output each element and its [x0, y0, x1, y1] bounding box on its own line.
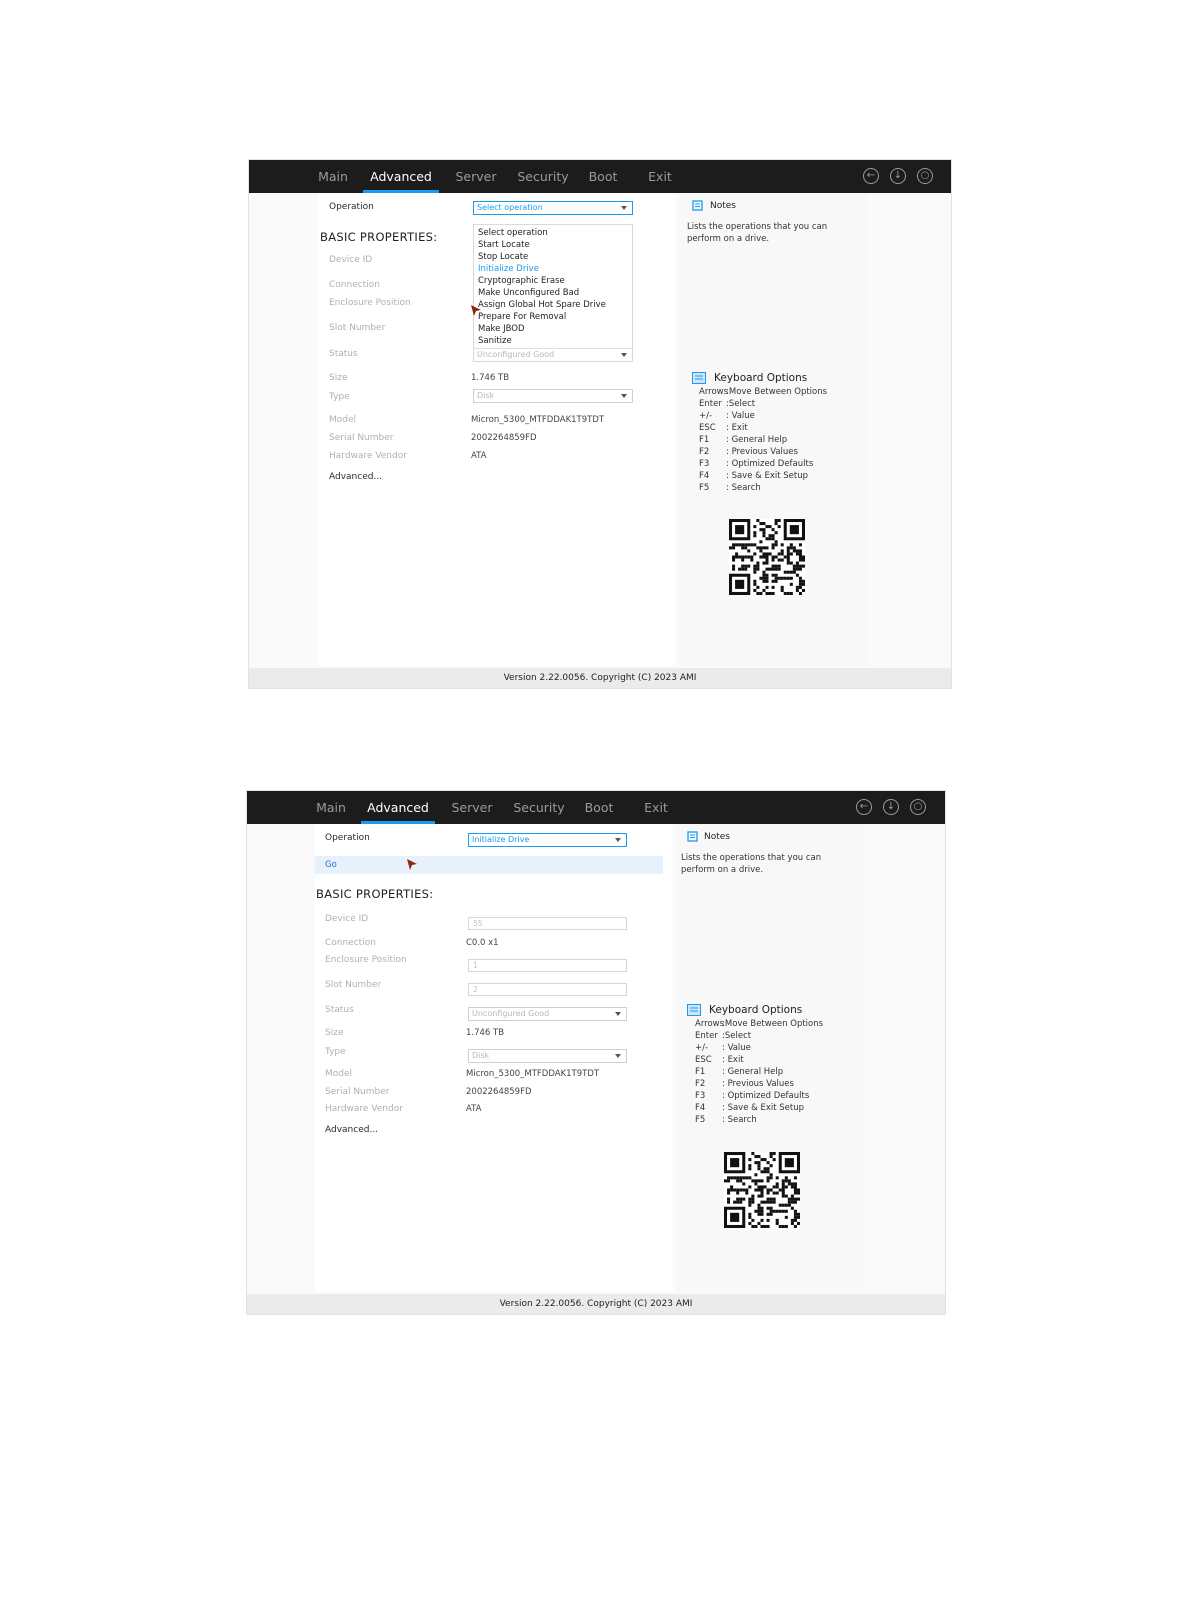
serial-number-value: 2002264859FD [471, 433, 537, 443]
search-icon[interactable]: ○ [910, 799, 926, 815]
keyboard-option-row [699, 423, 748, 433]
bios-screen-1 [248, 159, 952, 689]
hardware-vendor-value: ATA [466, 1104, 482, 1114]
footer-copyright: Version 2.22.0056. Copyright (C) 2023 AMI [249, 668, 951, 688]
save-icon[interactable]: ↓ [883, 799, 899, 815]
tab-server[interactable]: Server [455, 169, 497, 184]
help-panel [681, 193, 867, 666]
size-label: Size [329, 373, 348, 383]
keyboard-option-row [695, 1055, 744, 1065]
keyboard-option-key: Arrows [699, 387, 729, 397]
keyboard-option-desc: : Save & Exit Setup [726, 471, 808, 481]
keyboard-option-key: F4 [699, 471, 710, 481]
keyboard-option-desc: :Move Between Options [722, 1019, 824, 1029]
keyboard-options-title: Keyboard Options [714, 372, 808, 384]
model-label: Model [329, 415, 357, 425]
dropdown-option-start-locate[interactable]: Start Locate [478, 240, 530, 250]
operation-select[interactable] [473, 201, 633, 215]
operation-dropdown-list[interactable] [473, 224, 633, 362]
dropdown-option-make-jbod[interactable]: Make JBOD [478, 324, 525, 334]
size-value: 1.746 TB [466, 1028, 505, 1038]
keyboard-option-desc: : Search [726, 483, 761, 493]
qr-code [724, 1152, 800, 1228]
keyboard-option-key: F5 [699, 483, 710, 493]
keyboard-icon [687, 1004, 701, 1016]
keyboard-option-desc: : General Help [722, 1067, 784, 1077]
advanced-link[interactable]: Advanced... [325, 1125, 379, 1135]
keyboard-option-row [699, 387, 827, 397]
size-label: Size [325, 1028, 344, 1038]
tab-exit[interactable]: Exit [644, 800, 668, 815]
connection-value: C0.0 x1 [466, 938, 499, 948]
slot-number-field[interactable]: 2 [468, 983, 627, 996]
keyboard-option-row [695, 1103, 804, 1113]
dropdown-option-initialize-drive[interactable]: Initialize Drive [478, 264, 539, 274]
size-value: 1.746 TB [471, 373, 510, 383]
keyboard-option-key: Arrows [695, 1019, 725, 1029]
status-select-value: Unconfigured Good [477, 350, 555, 359]
keyboard-option-row [695, 1019, 823, 1029]
operation-select-value: Initialize Drive [472, 835, 530, 844]
go-button[interactable] [315, 856, 663, 874]
type-select-value: Disk [477, 391, 495, 400]
keyboard-option-row [695, 1079, 794, 1089]
back-icon[interactable]: ← [863, 168, 879, 184]
status-select-value: Unconfigured Good [472, 1009, 550, 1018]
keyboard-option-desc: : General Help [726, 435, 788, 445]
keyboard-option-desc: : Value [726, 411, 755, 421]
back-icon[interactable]: ← [856, 799, 872, 815]
enclosure-position-field[interactable]: 1 [468, 959, 627, 972]
tab-server[interactable]: Server [451, 800, 493, 815]
keyboard-option-key: ESC [695, 1055, 712, 1065]
enclosure-position-label: Enclosure Position [329, 298, 411, 308]
serial-number-label: Serial Number [325, 1087, 390, 1097]
keyboard-option-row [695, 1043, 751, 1053]
notes-icon [692, 200, 703, 211]
dropdown-option-select-operation[interactable]: Select operation [478, 228, 548, 238]
connection-label: Connection [325, 938, 376, 948]
enclosure-position-label: Enclosure Position [325, 955, 407, 965]
device-id-label: Device ID [329, 255, 373, 265]
chevron-down-icon [621, 394, 627, 398]
tab-main[interactable]: Main [316, 800, 346, 815]
keyboard-option-row [695, 1091, 809, 1101]
operation-label: Operation [325, 833, 370, 843]
basic-properties-heading: BASIC PROPERTIES: [316, 887, 434, 901]
keyboard-option-row [699, 435, 787, 445]
operation-select-value: Select operation [477, 203, 543, 212]
type-label: Type [325, 1047, 346, 1057]
notes-text: Lists the operations that you can perform on a drive. [687, 222, 828, 244]
serial-number-value: 2002264859FD [466, 1087, 532, 1097]
serial-number-label: Serial Number [329, 433, 394, 443]
notes-icon [687, 831, 698, 842]
keyboard-option-desc: :Select [722, 1031, 752, 1041]
chevron-down-icon [615, 1012, 621, 1016]
keyboard-option-key: ESC [699, 423, 716, 433]
notes-title: Notes [710, 201, 736, 211]
type-select-value: Disk [472, 1051, 490, 1060]
help-panel [677, 824, 863, 1292]
main-form [318, 193, 676, 666]
dropdown-option-sanitize[interactable]: Sanitize [478, 336, 512, 346]
chevron-down-icon [615, 1054, 621, 1058]
advanced-link[interactable]: Advanced... [329, 472, 383, 482]
keyboard-option-row [699, 483, 761, 493]
hardware-vendor-value: ATA [471, 451, 487, 461]
keyboard-option-row [699, 459, 813, 469]
keyboard-option-desc: :Move Between Options [726, 387, 828, 397]
mouse-cursor-icon [406, 858, 418, 872]
keyboard-option-row [699, 471, 808, 481]
top-menu-bar [247, 791, 945, 824]
chevron-down-icon [621, 353, 627, 357]
keyboard-option-desc: : Search [722, 1115, 757, 1125]
keyboard-option-row [699, 399, 755, 409]
keyboard-option-key: Enter [699, 399, 722, 409]
dropdown-option-cryptographic-erase[interactable]: Cryptographic Erase [478, 276, 565, 286]
qr-code [729, 519, 805, 595]
chevron-down-icon [621, 206, 627, 210]
model-value: Micron_5300_MTFDDAK1T9TDT [471, 415, 605, 425]
status-select[interactable] [474, 348, 632, 361]
tab-security[interactable]: Security [513, 800, 565, 815]
keyboard-option-key: F4 [695, 1103, 706, 1113]
basic-properties-heading: BASIC PROPERTIES: [320, 230, 438, 244]
dropdown-option-assign-global-hot-spare[interactable]: Assign Global Hot Spare Drive [478, 300, 606, 310]
tab-advanced[interactable]: Advanced [361, 791, 435, 824]
keyboard-option-desc: : Optimized Defaults [722, 1091, 810, 1101]
footer-copyright: Version 2.22.0056. Copyright (C) 2023 AMI [247, 1294, 945, 1314]
keyboard-option-row [695, 1031, 751, 1041]
keyboard-option-key: F2 [695, 1079, 706, 1089]
connection-label: Connection [329, 280, 380, 290]
type-select[interactable] [473, 389, 633, 403]
keyboard-option-desc: : Previous Values [726, 447, 798, 457]
device-id-field[interactable]: 55 [468, 917, 627, 930]
keyboard-option-desc: : Optimized Defaults [726, 459, 814, 469]
keyboard-option-row [695, 1067, 783, 1077]
keyboard-option-desc: :Select [726, 399, 756, 409]
operation-label: Operation [329, 202, 374, 212]
mouse-cursor-icon [470, 304, 482, 318]
keyboard-option-key: F5 [695, 1115, 706, 1125]
bios-screen-2 [246, 790, 946, 1315]
operation-select[interactable] [468, 833, 627, 847]
model-label: Model [325, 1069, 353, 1079]
status-label: Status [325, 1005, 354, 1015]
notes-title: Notes [704, 832, 730, 842]
tab-security[interactable]: Security [517, 169, 569, 184]
status-select[interactable] [468, 1007, 627, 1021]
type-label: Type [329, 392, 350, 402]
notes-text: Lists the operations that you can perform on a drive. [681, 853, 822, 875]
hardware-vendor-label: Hardware Vendor [325, 1104, 403, 1114]
chevron-down-icon [615, 838, 621, 842]
search-icon[interactable]: ○ [917, 168, 933, 184]
model-value: Micron_5300_MTFDDAK1T9TDT [466, 1069, 600, 1079]
tab-boot[interactable]: Boot [584, 800, 614, 815]
device-id-label: Device ID [325, 914, 369, 924]
keyboard-icon [692, 372, 706, 384]
keyboard-option-key: F3 [699, 459, 710, 469]
dropdown-option-prepare-for-removal[interactable]: Prepare For Removal [478, 312, 567, 322]
keyboard-option-row [699, 411, 755, 421]
keyboard-options-title: Keyboard Options [709, 1004, 803, 1016]
keyboard-option-row [699, 447, 798, 457]
type-select[interactable] [468, 1049, 627, 1063]
keyboard-option-desc: : Exit [726, 423, 748, 433]
keyboard-option-key: +/- [695, 1043, 709, 1053]
keyboard-option-key: F3 [695, 1091, 706, 1101]
keyboard-option-key: +/- [699, 411, 713, 421]
keyboard-option-desc: : Exit [722, 1055, 744, 1065]
tab-exit[interactable]: Exit [648, 169, 672, 184]
go-label: Go [325, 860, 337, 870]
keyboard-option-desc: : Save & Exit Setup [722, 1103, 804, 1113]
keyboard-option-desc: : Value [722, 1043, 751, 1053]
save-icon[interactable]: ↓ [890, 168, 906, 184]
keyboard-option-row [695, 1115, 757, 1125]
slot-number-label: Slot Number [329, 323, 386, 333]
keyboard-option-key: Enter [695, 1031, 718, 1041]
status-label: Status [329, 349, 358, 359]
slot-number-label: Slot Number [325, 980, 382, 990]
keyboard-option-key: F2 [699, 447, 710, 457]
main-form [315, 824, 673, 1292]
dropdown-option-make-unconfigured-bad[interactable]: Make Unconfigured Bad [478, 288, 580, 298]
dropdown-option-stop-locate[interactable]: Stop Locate [478, 252, 529, 262]
top-menu-bar [249, 160, 951, 193]
tab-main[interactable]: Main [318, 169, 348, 184]
keyboard-option-desc: : Previous Values [722, 1079, 794, 1089]
tab-advanced[interactable]: Advanced [363, 160, 439, 193]
keyboard-option-key: F1 [699, 435, 710, 445]
tab-boot[interactable]: Boot [588, 169, 618, 184]
keyboard-option-key: F1 [695, 1067, 706, 1077]
hardware-vendor-label: Hardware Vendor [329, 451, 407, 461]
